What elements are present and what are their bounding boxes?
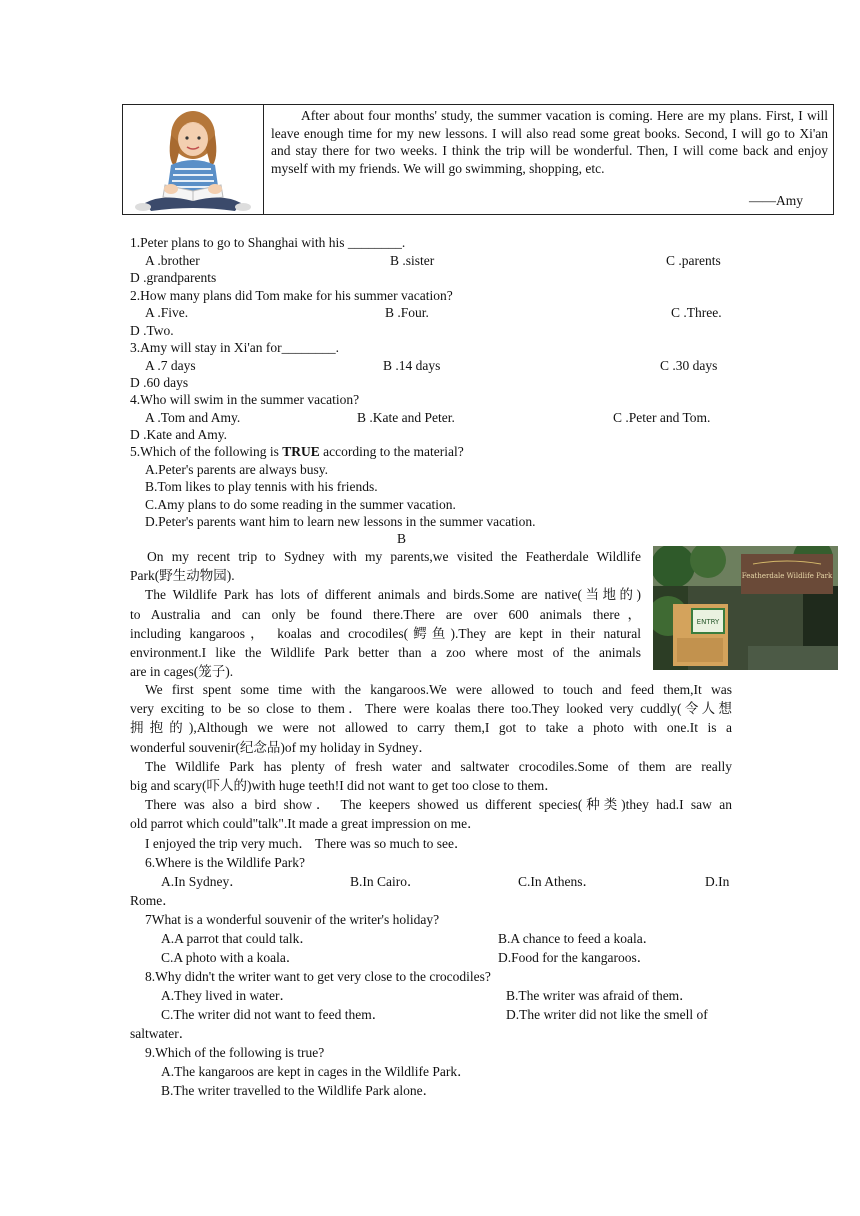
passage-line: big and scary(吓人的)with huge teeth!I did not want to get too close to them． [130,778,558,793]
girl-reading-photo [123,105,264,214]
amy-paragraph-cell [271,107,828,177]
q6-option-b: B.In Cairo． [350,874,421,889]
q3-option-d: D .60 days [130,375,189,390]
passage-line: old parrot which could"talk".It made a great impression on me． [130,816,481,831]
q5-option-b: B.Tom likes to play tennis with his friends. [145,479,378,494]
q5-stem [130,443,464,461]
q6-option-d-cont: Rome． [130,893,176,908]
passage-line: I enjoyed the trip very much． There was so much to see． [145,836,468,851]
q8-option-b: B.The writer was afraid of them． [506,988,693,1003]
q7-option-c: C.A photo with a koala． [161,950,300,965]
q4-option-b: B .Kate and Peter. [357,410,455,425]
q6-option-a: A.In Sydney． [161,874,243,889]
wildlife-park-photo [653,546,838,670]
wildlife-sign-text: Featherdale Wildlife Park [741,572,833,580]
passage-line: wonderful souvenir(纪念品)of my holiday in Sydney． [130,740,432,755]
q6-stem: 6.Where is the Wildlife Park? [145,855,306,870]
q6-option-c: C.In Athens． [518,874,597,889]
q4-stem: 4.Who will swim in the summer vacation? [130,392,360,407]
q8-stem: 8.Why didn't the writer want to get very close to the crocodiles? [145,969,491,984]
q8-option-d-cont: saltwater． [130,1026,193,1041]
passage-line: including kangaroos， koalas and crocodiles(鳄鱼).They are kept in their natural [130,626,641,641]
q2-option-a: A .Five. [145,305,189,320]
q2-option-d: D .Two. [130,323,174,338]
q1-option-c: C .parents [666,253,721,268]
q6-option-d: D.In [705,874,730,889]
q5-stem-pre: 5.Which of the following is [130,444,283,459]
q8-option-c: C.The writer did not want to feed them． [161,1007,386,1022]
passage-line: We first spent some time with the kangaroos.We were allowed to touch and feed them,It was [145,682,732,697]
q9-option-a: A.The kangaroos are kept in cages in the Wildlife Park． [161,1064,471,1079]
amy-signature: ——Amy [749,193,803,208]
q4-option-c: C .Peter and Tom. [613,410,711,425]
q5-option-c: C.Amy plans to do some reading in the summer vacation. [145,497,456,512]
q2-stem: 2.How many plans did Tom make for his summer vacation? [130,288,453,303]
q4-option-d: D .Kate and Amy. [130,427,227,442]
passage-line: environment.I like the Wildlife Park better than a zoo where most of the animals [130,645,641,660]
q4-option-a: A .Tom and Amy. [145,410,241,425]
q9-stem: 9.Which of the following is true? [145,1045,325,1060]
passage-line: The Wildlife Park has lots of different animals and birds.Some are native(当地的) [145,587,641,602]
q3-option-c: C .30 days [660,358,718,373]
q3-option-b: B .14 days [383,358,441,373]
section-b-heading: B [397,531,407,546]
q8-option-d: D.The writer did not like the smell of [506,1007,708,1022]
q7-option-b: B.A chance to feed a koala． [498,931,657,946]
q3-stem: 3.Amy will stay in Xi'an for________. [130,340,340,355]
q1-option-b: B .sister [390,253,435,268]
passage-line: The Wildlife Park has plenty of fresh water and saltwater crocodiles.Some of them are really [145,759,732,774]
q1-option-d: D .grandparents [130,270,217,285]
q1-stem: 1.Peter plans to go to Shanghai with his ________. [130,235,406,250]
amy-plan-box [122,104,834,215]
q5-stem-post: according to the material? [319,444,464,459]
passage-line: are in cages(笼子). [130,664,234,679]
passage-line: Park(野生动物园). [130,568,235,583]
entry-sign-text: ENTRY [696,618,720,626]
passage-line: to Australia and can only be found there.There are over 600 animals there， [130,607,641,622]
passage-line: On my recent trip to Sydney with my parents,we visited the Featherdale Wildlife [147,549,641,564]
q5-option-a: A.Peter's parents are always busy. [145,462,329,477]
q7-stem: 7What is a wonderful souvenir of the writer's holiday? [145,912,440,927]
amy-paragraph: After about four months' study, the summer vacation is coming. Here are my plans. First, I will leave enough time for my new lessons. I will also read some great books. Second, I will go to Xi'an and stay there for two weeks. I think the trip will be wonderful. Then, I will come back and enjoy myself with my friends. We will go swimming, shopping, etc. [271,108,828,176]
q2-option-b: B .Four. [385,305,429,320]
q7-option-d: D.Food for the kangaroos． [498,950,651,965]
q1-option-a: A .brother [145,253,200,268]
passage-line: There was also a bird show． The keepers showed us different species(种类)they had.I saw an [145,797,732,812]
q3-option-a: A .7 days [145,358,196,373]
q5-stem-bold: TRUE [282,444,320,459]
q8-option-a: A.They lived in water． [161,988,293,1003]
passage-line: very exciting to be so close to them．There were koalas there too.They looked very cuddly(令人想 [130,701,732,716]
q9-option-b: B.The writer travelled to the Wildlife Park alone． [161,1083,437,1098]
q5-option-d: D.Peter's parents want him to learn new lessons in the summer vacation. [145,514,536,529]
q7-option-a: A.A parrot that could talk． [161,931,313,946]
q2-option-c: C .Three. [671,305,722,320]
passage-line: 拥抱的),Although we were not allowed to carry them,I got to take a photo with one.It is a [130,720,732,735]
